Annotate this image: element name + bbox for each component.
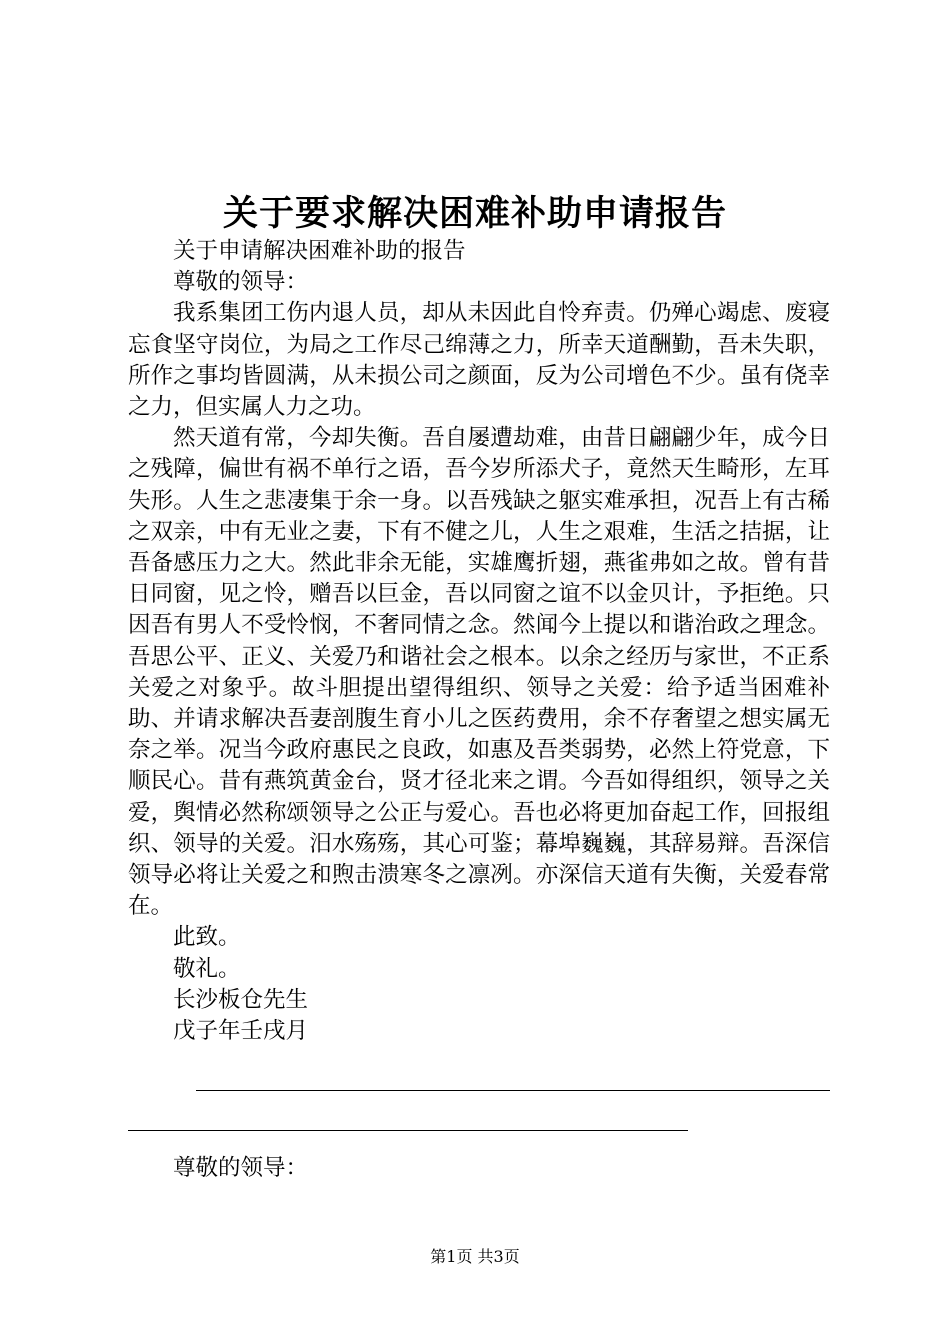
document-subtitle: 关于申请解决困难补助的报告 [173,238,466,264]
document-title: 关于要求解决困难补助申请报告 [222,193,727,234]
separator-line-1 [196,1090,830,1091]
closing-jingli: 敬礼。 [173,955,241,982]
paragraph-2: 然天道有常，今却失衡。吾自屡遭劫难，由昔日翩翩少年，成今日之残障，偏世有祸不单行之语，吾今岁所添犬子，竟然天生畸形，左耳失形。人生之悲凄集于余一身。以吾残缺之躯实难承担，况吾上有古稀之双亲，中有无业之妻，下有不健之儿，人生之艰难，生活之拮据，让吾备感压力之大。然此非余无能，实雄鹰折翅，燕雀弗如之故。曾有昔日同窗，见之怜，赠吾以巨金，吾以同窗之谊不以金贝计，予拒绝。只因吾有男人不受怜悯，不奢同情之念。然闻今上提以和谐治政之理念。吾思公平、正义、关爱乃和谐社会之根本。以余之经历与家世，不正系关爱之对象乎。故斗胆提出望得组织、领导之关爱：给予适当困难补助、并请求解决吾妻剖腹生育小儿之医药费用，余不存奢望之想实属无奈之举。况当今政府惠民之良政，如惠及吾类弱势，必然上符党意，下顺民心。昔有燕筑黄金台，贤才径北来之谓。今吾如得组织，领导之关爱，舆情必然称颂领导之公正与爱心。吾也必将更加奋起工作，回报组织、领导的关爱。汨水殇殇，其心可鉴；幕埠巍巍，其辞易辩。吾深信领导必将让关爱之和煦击溃寒冬之凛冽。亦深信天道有失衡，关爱春常在。 [128,425,830,920]
date: 戊子年壬戌月 [173,1018,309,1045]
paragraph-1: 我系集团工伤内退人员，却从未因此自怜弃责。仍殚心竭虑、废寝忘食坚守岗位，为局之工作尽己绵薄之力，所幸天道酬勤，吾未失职，所作之事均皆圆满，从未损公司之颜面，反为公司增色不少。虽有侥幸之力，但实属人力之功。 [128,300,830,421]
closing-cizhi: 此致。 [173,924,241,951]
signature: 长沙板仓先生 [173,986,309,1013]
salutation-repeat: 尊敬的领导： [173,1155,309,1181]
separator-line-2 [128,1130,688,1131]
page-number: 第1页 共3页 [430,1247,520,1266]
salutation: 尊敬的领导： [173,269,309,296]
document-body [128,236,830,1047]
